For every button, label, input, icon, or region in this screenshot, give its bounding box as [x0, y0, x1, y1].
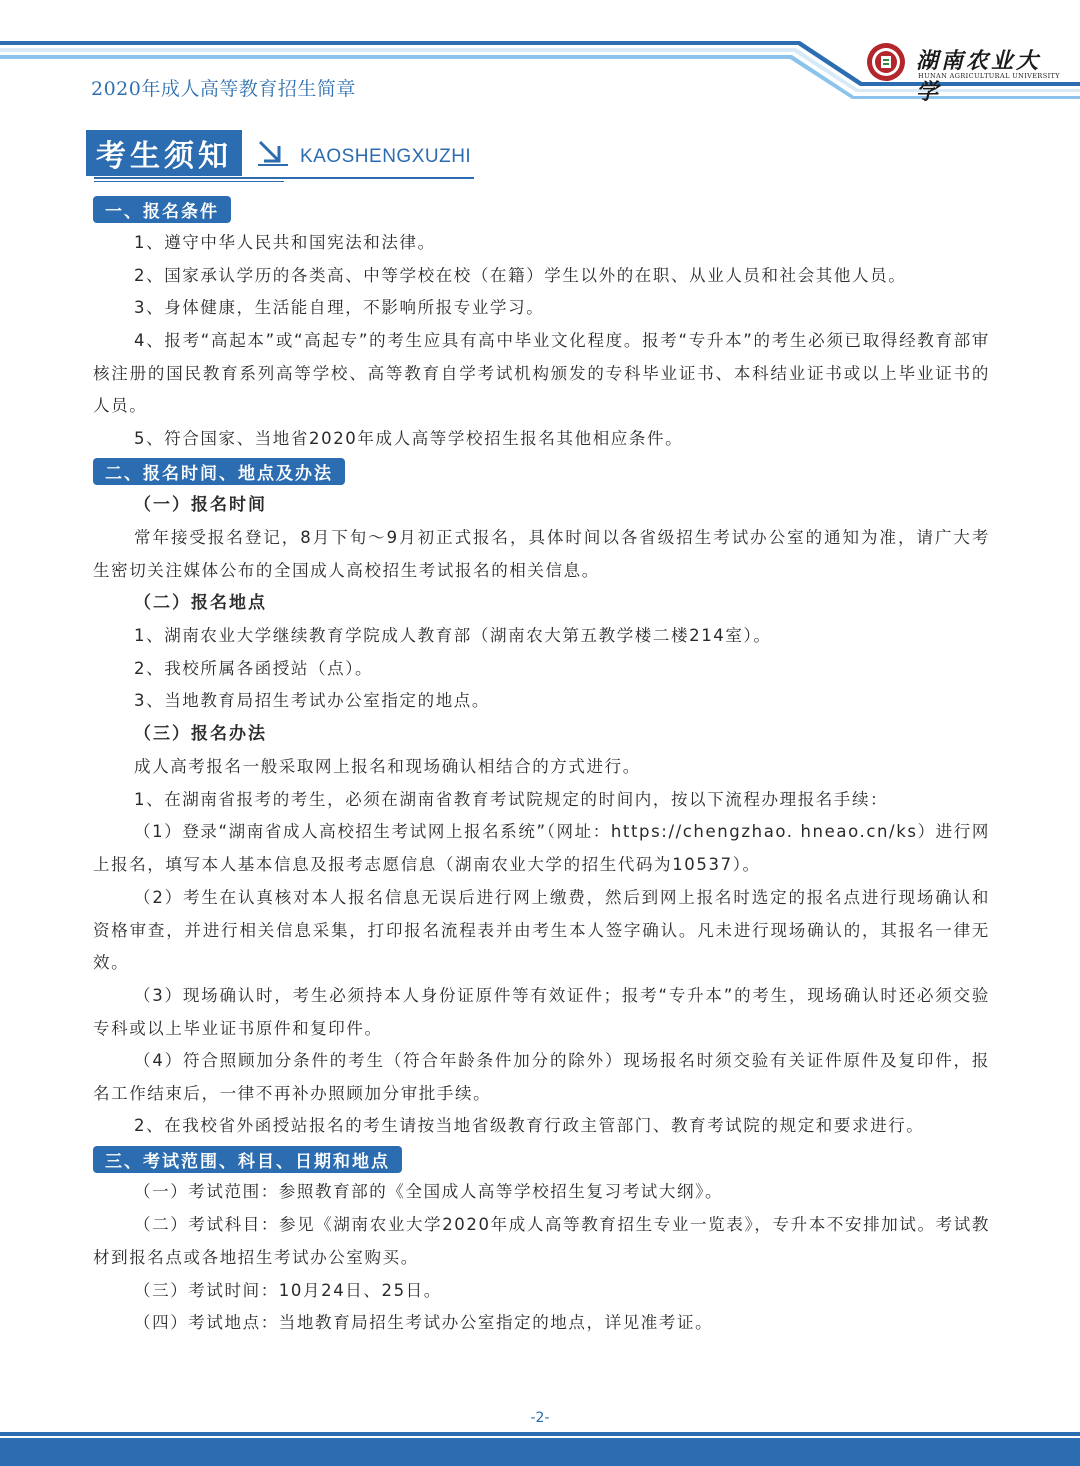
- page-number: -2-: [530, 1410, 550, 1426]
- s1-item-4: 4、报考“高起本”或“高起专”的考生应具有高中毕业文化程度。报考“专升本”的考生必须已取得经教育部审核注册的国民教育系列高等学校、高等教育自学考试机构颁发的专科毕业证书、本科结业证书或以上毕业证书的人员。: [93, 331, 990, 416]
- s1-item-1: 1、遵守中华人民共和国宪法和法律。: [134, 233, 436, 252]
- s2-sub2-item-3: 3、当地教育局招生考试办公室指定的地点。: [134, 691, 490, 710]
- s2-subheading-3: （三）报名办法: [134, 724, 267, 744]
- footer-line: [0, 1432, 1080, 1436]
- page-title-pinyin: KAOSHENGXUZHI: [300, 146, 472, 167]
- s2-sub3-step-4: （4）符合照顾加分条件的考生（符合年龄条件加分的除外）现场报名时须交验有关证件原件及复印件，报名工作结束后，一律不再补办照顾加分审批手续。: [93, 1051, 990, 1103]
- footer-band: [0, 1438, 1080, 1466]
- s2-sub3-item-2: 2、在我校省外函授站报名的考生请按当地省级教育行政主管部门、教育考试院的规定和要求进行。: [134, 1116, 925, 1135]
- s2-sub1-text: 常年接受报名登记，8月下旬～9月初正式报名，具体时间以各省级招生考试办公室的通知为准，请广大考生密切关注媒体公布的全国成人高校招生考试报名的相关信息。: [93, 528, 990, 580]
- university-logo: [866, 42, 1060, 105]
- section-badge-2: 二、报名时间、地点及办法: [93, 458, 345, 485]
- title-underline: [94, 177, 474, 179]
- s3-item-2: （二）考试科目：参见《湖南农业大学2020年成人高等教育招生专业一览表》，专升本不安排加试。考试教材到报名点或各地招生考试办公室购买。: [93, 1215, 990, 1267]
- s1-item-2: 2、国家承认学历的各类高、中等学校在校（在籍）学生以外的在职、从业人员和社会其他人员。: [134, 266, 907, 285]
- document-title: 2020年成人高等教育招生简章: [91, 78, 356, 100]
- s2-sub2-item-1: 1、湖南农业大学继续教育学院成人教育部（湖南农大第五教学楼二楼214室）。: [134, 626, 772, 645]
- title-underline-secondary: [94, 181, 284, 182]
- s1-item-3: 3、身体健康，生活能自理，不影响所报专业学习。: [134, 298, 545, 317]
- s2-sub3-item-1: 1、在湖南省报考的考生，必须在湖南省教育考试院规定的时间内，按以下流程办理报名手续：: [134, 790, 889, 809]
- section-badge-3: 三、考试范围、科目、日期和地点: [93, 1146, 402, 1173]
- section-badge-1: 一、报名条件: [93, 196, 231, 223]
- arrow-down-right-icon: [256, 138, 290, 168]
- s2-sub3-step-3: （3）现场确认时，考生必须持本人身份证原件等有效证件；报考“专升本”的考生，现场确认时还必须交验专科或以上毕业证书原件和复印件。: [93, 986, 990, 1038]
- s3-item-3: （三）考试时间：10月24日、25日。: [134, 1281, 442, 1300]
- university-seal-icon: [866, 42, 906, 82]
- s2-sub2-item-2: 2、我校所属各函授站（点）。: [134, 659, 374, 678]
- university-name-en: HUNAN AGRICULTURAL UNIVERSITY: [918, 72, 1060, 80]
- page-title: 考生须知: [86, 130, 242, 176]
- s1-item-5: 5、符合国家、当地省2020年成人高等学校招生报名其他相应条件。: [134, 429, 684, 448]
- s3-item-4: （四）考试地点：当地教育局招生考试办公室指定的地点，详见准考证。: [134, 1313, 714, 1332]
- s2-subheading-1: （一）报名时间: [134, 495, 267, 515]
- s2-sub3-step-1: （1）登录“湖南省成人高校招生考试网上报名系统”（网址：https://chengzhao. hneao.cn/ks）进行网上报名，填写本人基本信息及报考志愿信息（湖南农业大学的招生代码为10537）。: [93, 822, 990, 874]
- s2-sub3-intro: 成人高考报名一般采取网上报名和现场确认相结合的方式进行。: [134, 757, 641, 776]
- s2-subheading-2: （二）报名地点: [134, 593, 267, 613]
- s2-sub3-step-2: （2）考生在认真核对本人报名信息无误后进行网上缴费，然后到网上报名时选定的报名点进行现场确认和资格审查，并进行相关信息采集，打印报名流程表并由考生本人签字确认。凡未进行现场确认的，其报名一律无效。: [93, 888, 990, 973]
- s3-item-1: （一）考试范围：参照教育部的《全国成人高等学校招生复习考试大纲》。: [134, 1182, 724, 1201]
- university-name: 湖南农业大学: [916, 48, 1042, 105]
